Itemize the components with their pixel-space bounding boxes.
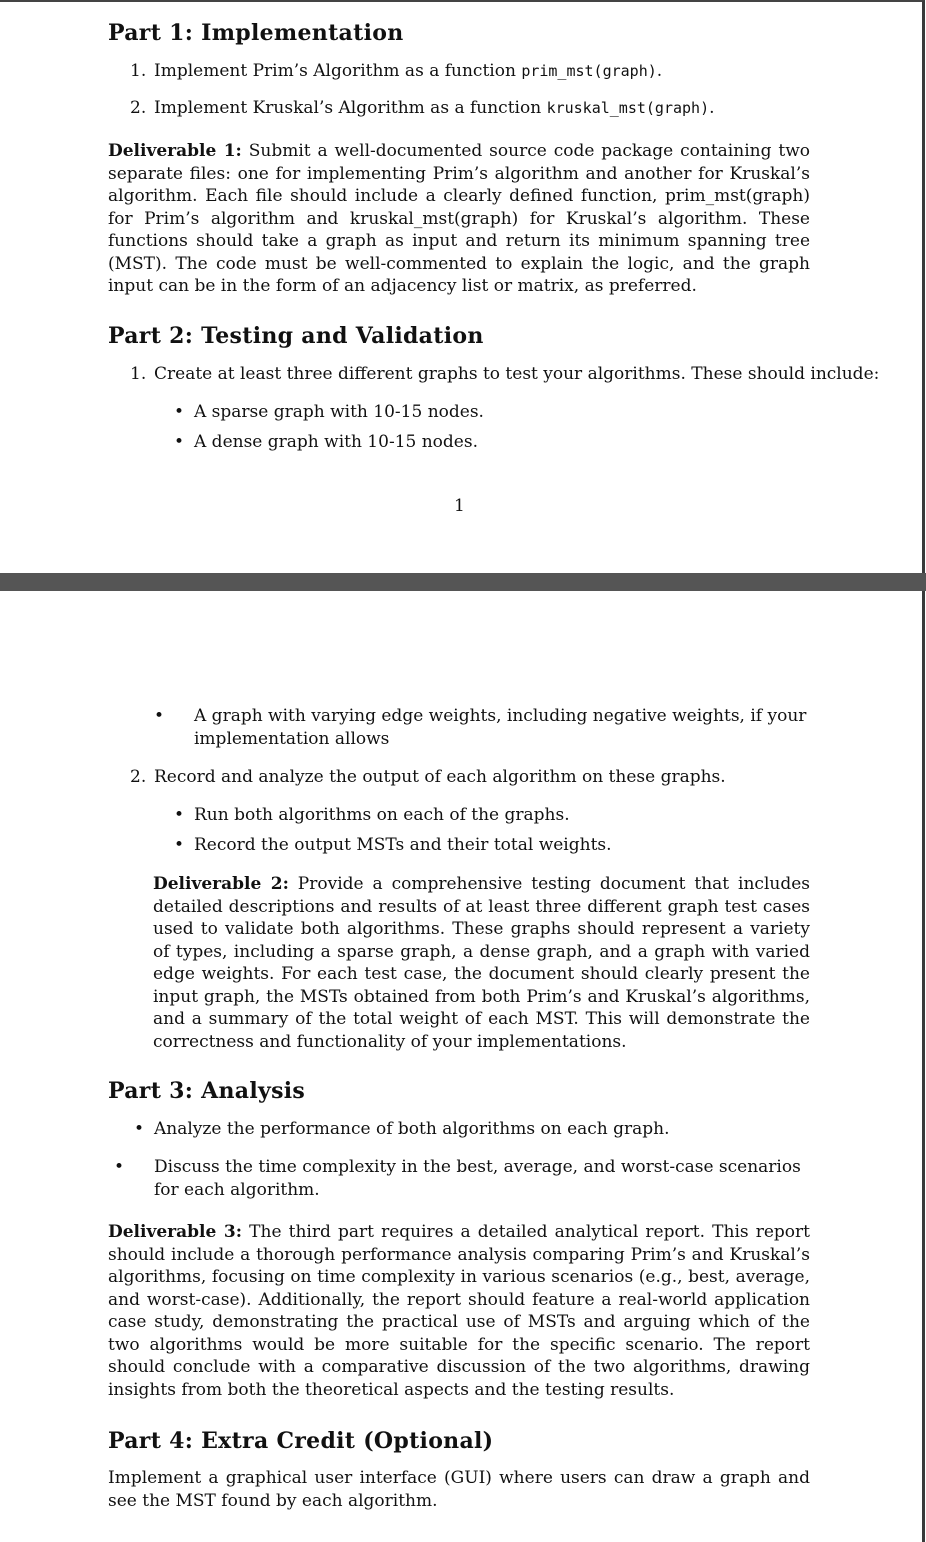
item-end: . xyxy=(709,98,715,118)
item-number: 1. xyxy=(130,364,147,384)
bullet-icon: • xyxy=(174,432,185,452)
deliverable-text: The third part requires a detailed analytical report. This report should include a thorough performance analysis comparing Prim’s and Kruskal’s algorithms, focusing on time complexity in various scenarios (e.g., best, average, and worst-case). Additionally, the report should feature a real-world application case study, demonstrating the practical use of MSTs and arguing which of the two algorithms would be more suitable for the specific scenario. The report should conclude with a comparative discussion of the two algorithms, drawing insights from both the theoretical aspects and the testing results. xyxy=(108,1222,810,1400)
deliverable-3 xyxy=(108,1221,810,1401)
bullet-icon: • xyxy=(114,1157,125,1177)
bullet-dense-graph xyxy=(174,431,478,454)
item-text: Create at least three different graphs to test your algorithms. These should include: xyxy=(154,364,880,384)
bullet-text: Run both algorithms on each of the graphs. xyxy=(194,805,570,825)
deliverable-label: Deliverable 3: xyxy=(108,1222,243,1242)
bullet-discuss-complexity xyxy=(114,1156,810,1201)
bullet-icon: • xyxy=(134,1119,145,1139)
bullet-text: A sparse graph with 10-15 nodes. xyxy=(194,402,484,422)
item-text: Record and analyze the output of each algorithm on these graphs. xyxy=(154,767,726,787)
code-kruskal-mst: kruskal_mst(graph) xyxy=(546,99,710,117)
document-page-1 xyxy=(0,0,925,575)
bullet-text: A dense graph with 10-15 nodes. xyxy=(194,432,478,452)
bullet-run-algorithms xyxy=(174,804,570,827)
bullet-analyze-performance xyxy=(134,1118,670,1141)
document-page-2 xyxy=(0,591,925,1542)
part4-heading: Part 4: Extra Credit (Optional) xyxy=(108,1428,494,1454)
part3-heading: Part 3: Analysis xyxy=(108,1078,306,1104)
deliverable-text: Submit a well-documented source code package containing two separate files: one for implementing Prim’s algorithm and another for Kruskal’s algorithm. Each file should include a clearly defined function, prim_mst(graph) for Prim’s algorithm and kruskal_mst(graph) for Kruskal’s algorithm. These functions should take a graph as input and return its minimum spanning tree (MST). The code must be well-commented to explain the logic, and the graph input can be in the form of an adjacency list or matrix, as preferred. xyxy=(108,141,810,296)
page-separator xyxy=(0,573,926,591)
code-prim-mst: prim_mst(graph) xyxy=(521,62,657,80)
bullet-record-msts xyxy=(174,834,612,857)
bullet-text: A graph with varying edge weights, including negative weights, if your implementation allows xyxy=(194,706,807,749)
part1-item-2 xyxy=(130,97,715,120)
part2-heading: Part 2: Testing and Validation xyxy=(108,323,484,349)
part2-item-2 xyxy=(130,766,726,789)
part1-heading: Part 1: Implementation xyxy=(108,20,404,46)
deliverable-label: Deliverable 1: xyxy=(108,141,242,161)
bullet-text: Discuss the time complexity in the best, average, and worst-case scenarios for each algorithm. xyxy=(154,1157,801,1200)
part1-item-1 xyxy=(130,60,662,83)
item-number: 2. xyxy=(130,767,147,787)
deliverable-1 xyxy=(108,140,810,298)
bullet-icon: • xyxy=(174,402,185,422)
item-text: Implement Kruskal’s Algorithm as a function xyxy=(154,98,547,118)
bullet-text: Analyze the performance of both algorithms on each graph. xyxy=(154,1119,670,1139)
part4-text: Implement a graphical user interface (GUI) where users can draw a graph and see the MST found by each algorithm. xyxy=(108,1468,810,1511)
bullet-sparse-graph xyxy=(174,401,484,424)
bullet-icon: • xyxy=(174,805,185,825)
bullet-icon: • xyxy=(154,706,165,726)
item-text: Implement Prim’s Algorithm as a function xyxy=(154,61,522,81)
deliverable-text: Provide a comprehensive testing document that includes detailed descriptions and results of at least three different graph test cases used to validate both algorithms. These graphs should represent a variety of types, including a sparse graph, a dense graph, and a graph with varied edge weights. For each test case, the document should clearly present the input graph, the MSTs obtained from both Prim’s and Kruskal’s algorithms, and a summary of the total weight of each MST. This will demonstrate the correctness and functionality of your implementations. xyxy=(153,874,810,1052)
item-number: 1. xyxy=(130,61,147,81)
deliverable-label: Deliverable 2: xyxy=(153,874,289,894)
part2-item-1 xyxy=(130,363,879,386)
item-end: . xyxy=(656,61,663,81)
page-number: 1 xyxy=(454,496,465,516)
bullet-varying-weights xyxy=(154,705,812,750)
deliverable-2 xyxy=(153,873,810,1053)
bullet-icon: • xyxy=(174,835,185,855)
item-number: 2. xyxy=(130,98,147,118)
bullet-text: Record the output MSTs and their total weights. xyxy=(194,835,612,855)
